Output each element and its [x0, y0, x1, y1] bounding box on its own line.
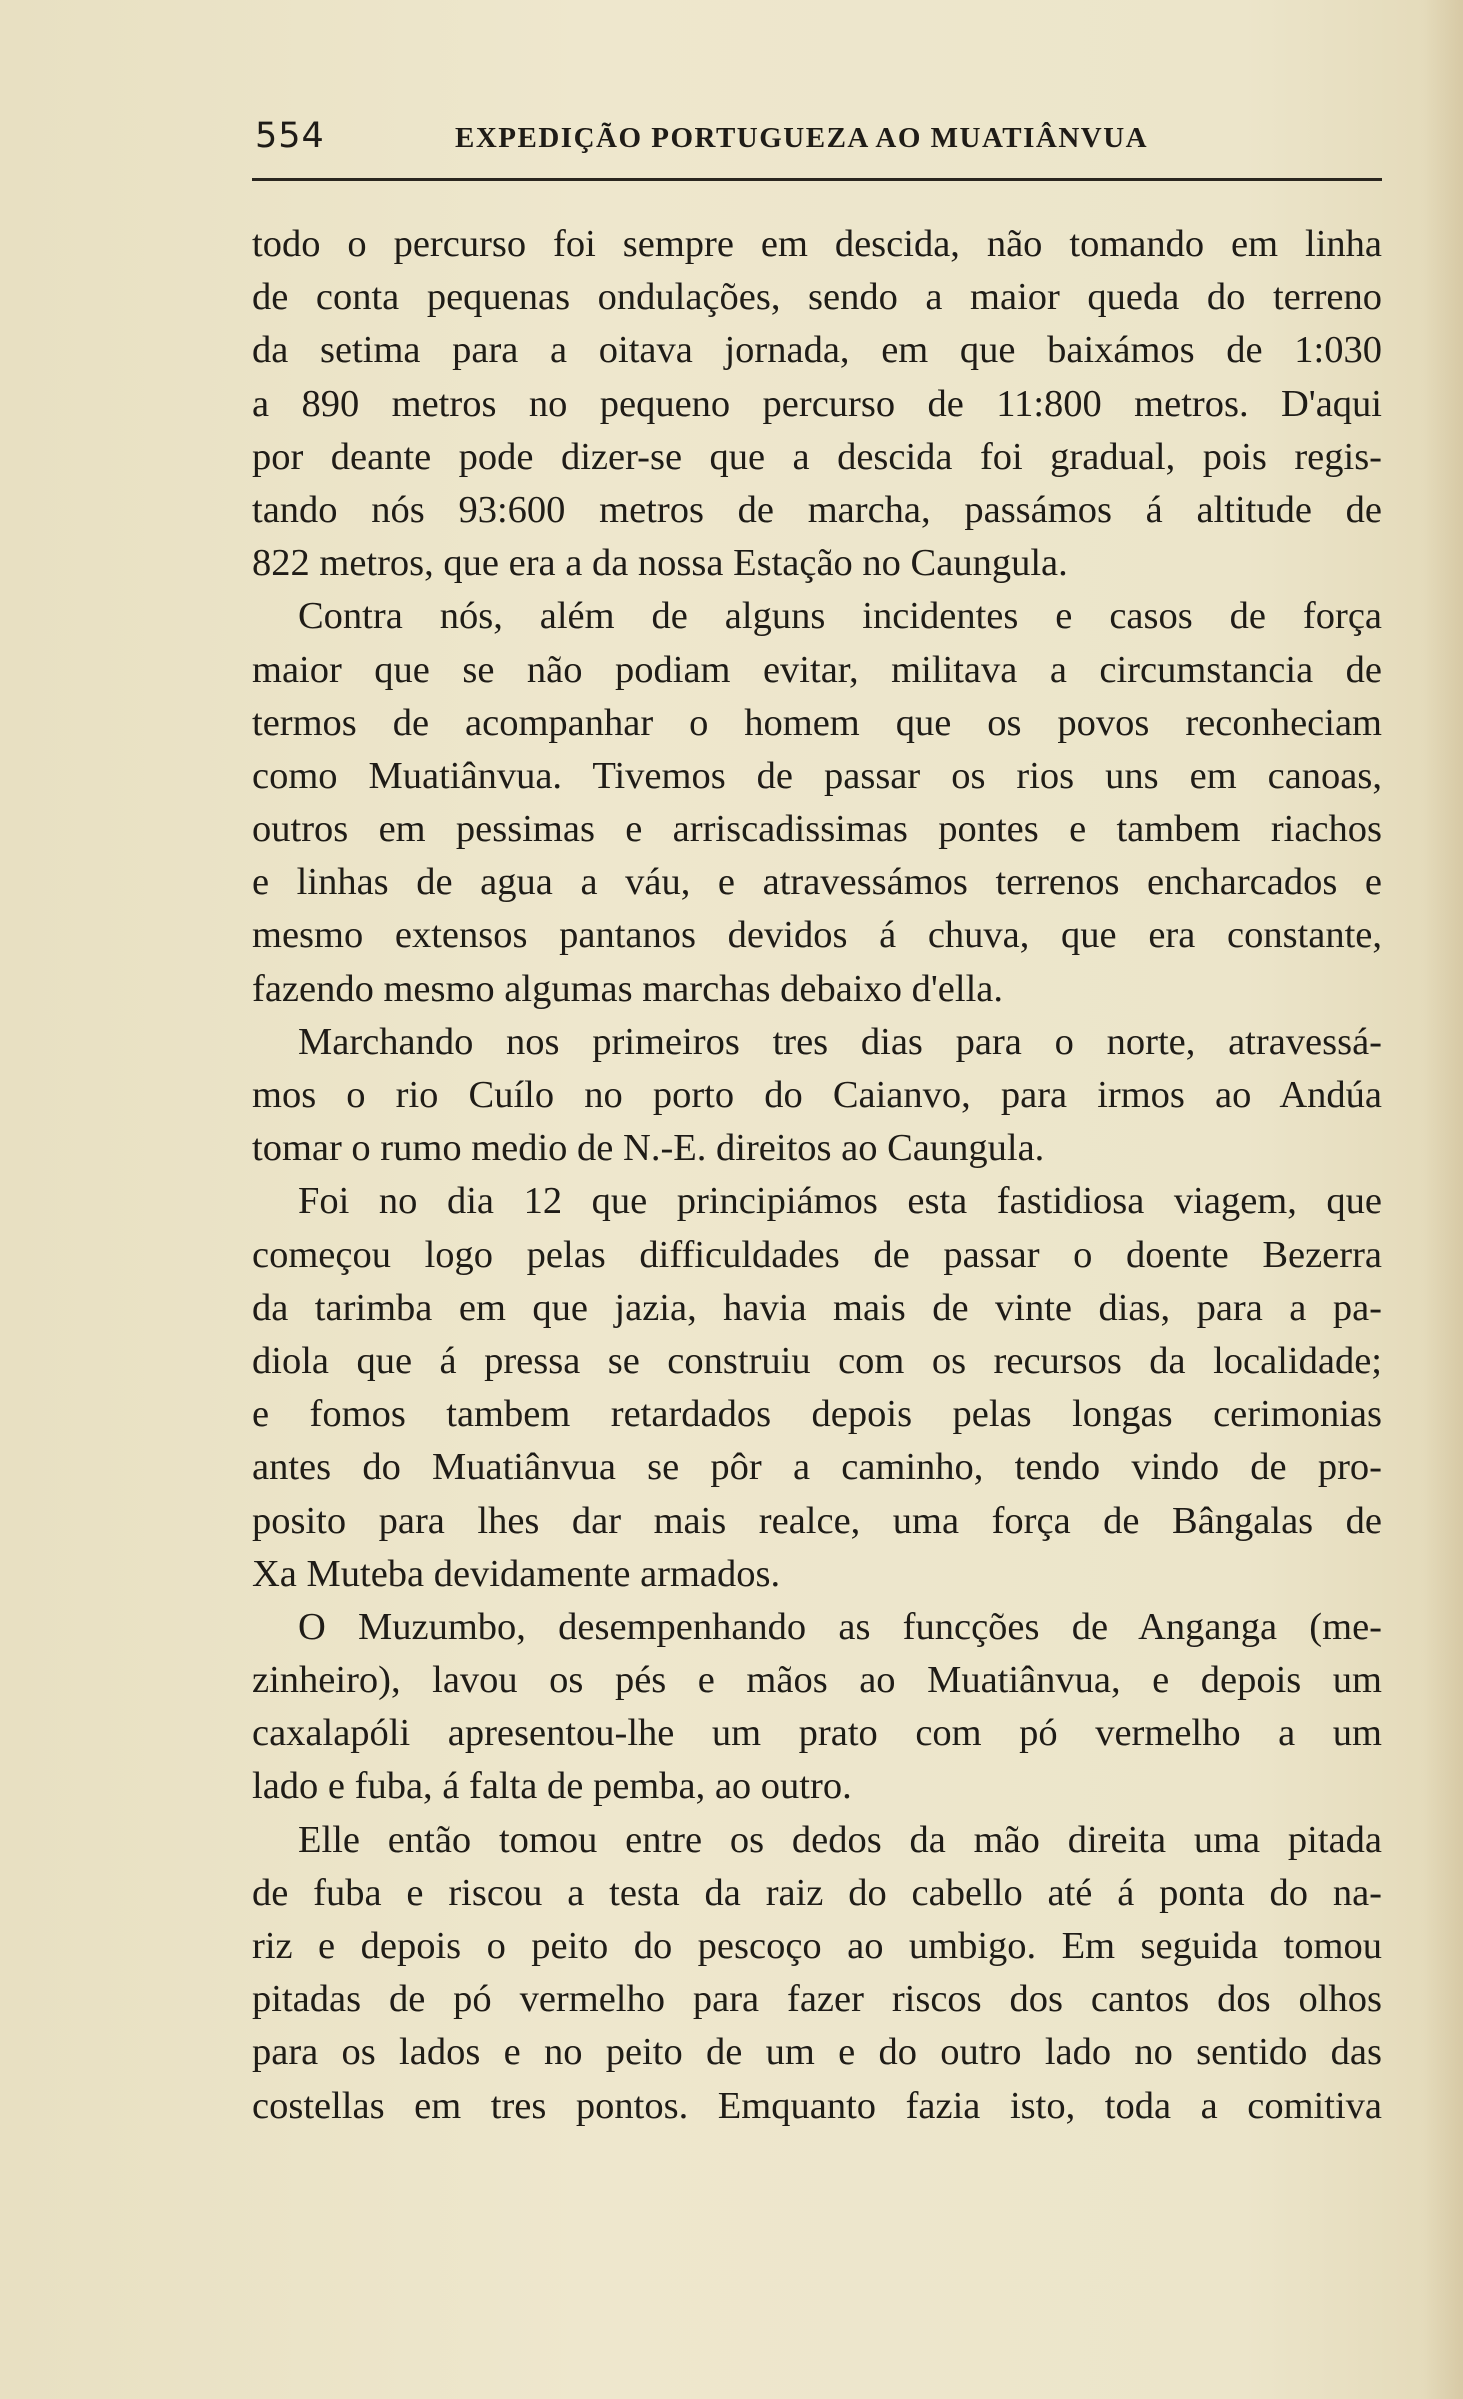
header-rule	[252, 178, 1382, 181]
text-line: Marchando nos primeiros tres dias para o norte, atravessá-	[298, 1020, 1382, 1063]
text-line: como Muatiânvua. Tivemos de passar os rios uns em canoas,	[252, 754, 1382, 797]
text-line: Contra nós, além de alguns incidentes e casos de força	[298, 595, 1382, 638]
text-line: tomar o rumo medio de N.-E. direitos ao Caungula.	[252, 1127, 1045, 1170]
text-line: Foi no dia 12 que principiámos esta fastidiosa viagem, que	[298, 1180, 1382, 1223]
body-text	[252, 218, 1382, 2133]
text-line: posito para lhes dar mais realce, uma força de Bângalas de	[252, 1499, 1382, 1542]
text-line: de fuba e riscou a testa da raiz do cabello até á ponta do na-	[252, 1871, 1382, 1914]
text-line: maior que se não podiam evitar, militava a circumstancia de	[252, 648, 1382, 691]
text-line: mos o rio Cuílo no porto do Caianvo, para irmos ao Andúa	[252, 1074, 1382, 1116]
text-line: para os lados e no peito de um e do outro lado no sentido das	[252, 2031, 1382, 2074]
text-line: zinheiro), lavou os pés e mãos ao Muatiânvua, e depois um	[252, 1659, 1382, 1702]
text-line: começou logo pelas difficuldades de passar o doente Bezerra	[252, 1233, 1382, 1276]
text-line: outros em pessimas e arriscadissimas pontes e tambem riachos	[252, 808, 1382, 851]
text-line: fazendo mesmo algumas marchas debaixo d'ella.	[252, 967, 1003, 1010]
running-title: EXPEDIÇÃO PORTUGUEZA AO MUATIÂNVUA	[455, 122, 1149, 154]
text-line: Xa Muteba devidamente armados.	[252, 1552, 781, 1595]
text-line: O Muzumbo, desempenhando as funcções de Anganga (me-	[298, 1605, 1382, 1648]
text-line: tando nós 93:600 metros de marcha, passámos á altitude de	[252, 488, 1382, 531]
text-line: termos de acompanhar o homem que os povos reconheciam	[252, 701, 1382, 744]
text-line: costellas em tres pontos. Emquanto fazia isto, toda a comitiva	[252, 2084, 1382, 2127]
text-line: diola que á pressa se construiu com os recursos da localidade;	[252, 1339, 1382, 1382]
text-line: 822 metros, que era a da nossa Estação no Caungula.	[252, 542, 1068, 585]
text-line: riz e depois o peito do pescoço ao umbigo. Em seguida tomou	[252, 1925, 1382, 1967]
text-line: antes do Muatiânvua se pôr a caminho, tendo vindo de pro-	[252, 1446, 1382, 1489]
text-line: caxalapóli apresentou-lhe um prato com pó vermelho a um	[252, 1712, 1382, 1755]
text-line: de conta pequenas ondulações, sendo a maior queda do terreno	[252, 276, 1382, 319]
text-line: e linhas de agua a váu, e atravessámos terrenos encharcados e	[252, 861, 1382, 904]
page-edge-shadow	[1423, 0, 1463, 2399]
text-line: da setima para a oitava jornada, em que baixámos de 1:030	[252, 329, 1382, 372]
text-line: a 890 metros no pequeno percurso de 11:800 metros. D'aqui	[252, 382, 1382, 425]
text-line: mesmo extensos pantanos devidos á chuva, que era constante,	[252, 914, 1382, 957]
text-line: pitadas de pó vermelho para fazer riscos dos cantos dos olhos	[252, 1978, 1382, 2021]
text-line: por deante pode dizer-se que a descida foi gradual, pois regis-	[252, 435, 1382, 478]
page-number: 554	[255, 116, 325, 156]
page-header	[255, 112, 1383, 172]
text-line: Elle então tomou entre os dedos da mão direita uma pitada	[298, 1818, 1382, 1861]
text-line: e fomos tambem retardados depois pelas longas cerimonias	[252, 1393, 1382, 1436]
text-line: da tarimba em que jazia, havia mais de vinte dias, para a pa-	[252, 1286, 1382, 1329]
text-line: todo o percurso foi sempre em descida, não tomando em linha	[252, 223, 1382, 265]
text-line: lado e fuba, á falta de pemba, ao outro.	[252, 1765, 852, 1808]
